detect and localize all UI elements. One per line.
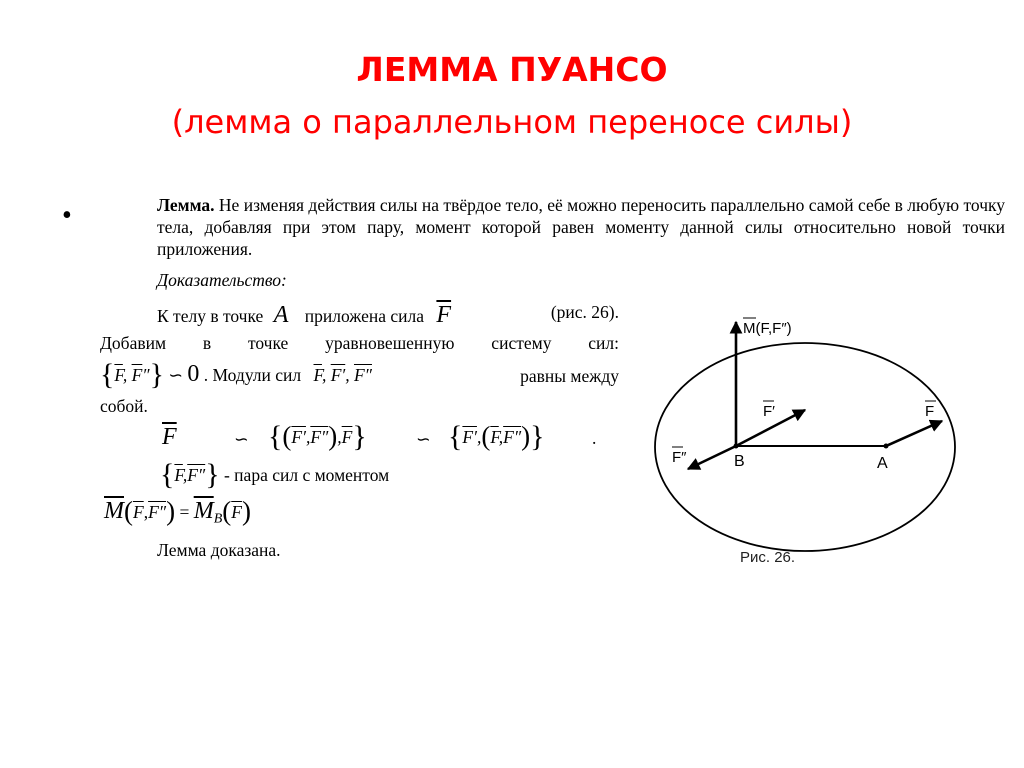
b-label: B bbox=[734, 453, 745, 470]
proof-line-4: собой. bbox=[100, 396, 148, 416]
moment-label: M(F,F″) bbox=[743, 320, 792, 337]
f-double-prime-label: F″ bbox=[672, 449, 687, 466]
forces-list: $\overline{F}$, F′, F″ bbox=[313, 365, 372, 385]
f-prime-label: F′ bbox=[763, 403, 775, 420]
proof-line1-middle: приложена сила bbox=[304, 306, 425, 326]
force-f-symbol: $\overline{F}$ bbox=[436, 302, 452, 328]
force-pair-expression: $\{\overline{F},F''\}$ bbox=[160, 458, 220, 491]
force-pair-text: - пара сил с моментом bbox=[223, 465, 390, 485]
eq-right-expression: $\{F',(\overline{F},F'')\}$ bbox=[448, 420, 545, 453]
proof-line1-start: К телу в точке bbox=[157, 306, 264, 326]
eq-force-f: $\overline{F}$ bbox=[162, 424, 177, 450]
point-a bbox=[884, 444, 889, 449]
lemma-text: Не изменяя действия силы на твёрдое тело, её можно переносить параллельно самой себе в любую точку тела, добавляя при этом пару, момент которой равен моменту данной силы относительно новой точки приложения. bbox=[157, 195, 1006, 259]
proof-conclusion: Лемма доказана. bbox=[157, 540, 281, 560]
proof-line3-end: равны между bbox=[520, 366, 619, 386]
slide-subtitle: (лемма о параллельном переносе силы) bbox=[171, 103, 853, 141]
figure-26 bbox=[640, 300, 970, 580]
eq-equiv-2: ∽ bbox=[416, 429, 431, 449]
equivalence-line bbox=[160, 420, 610, 460]
eq-middle-expression: $\{(F',F''),\overline{F}\}$ bbox=[268, 420, 367, 453]
point-a-symbol: A bbox=[273, 302, 289, 328]
force-f-arrow bbox=[886, 421, 942, 446]
proof-line-1 bbox=[157, 302, 619, 329]
zero-symbol: 0 bbox=[187, 361, 200, 387]
proof-line3-text: . Модули сил bbox=[203, 365, 302, 385]
eq-period: . bbox=[592, 428, 597, 448]
lemma-heading: Лемма. bbox=[157, 195, 215, 215]
figure-reference: (рис. 26). bbox=[550, 302, 619, 322]
force-f-double-prime-arrow bbox=[688, 446, 736, 469]
slide-title: ЛЕММА ПУАНСО bbox=[356, 50, 668, 89]
force-pair-line bbox=[160, 458, 389, 492]
f-label: F bbox=[925, 403, 935, 420]
figure-caption: Рис. 26. bbox=[740, 549, 796, 566]
proof-line-2: Добавим в точке уравновешенную систему сил: bbox=[100, 333, 619, 353]
moment-equation: $\overline{M}(\overline{F},F'') = \overline{M}_B(\overline{F})$ bbox=[104, 496, 251, 527]
bullet-marker: • bbox=[62, 200, 72, 231]
eq-equiv-1: ∽ bbox=[234, 429, 249, 449]
proof-line-3: {$\overline{F}$, $\overline{F}''$} ∽ 0 . Модули сил $\overline{F}$, F′, F″ равны между bbox=[100, 358, 619, 391]
system-forces-expression: {$\overline{F}$, $\overline{F}''$} bbox=[100, 358, 164, 391]
a-label: A bbox=[877, 455, 888, 472]
proof-label: Доказательство: bbox=[157, 270, 287, 290]
point-b bbox=[734, 444, 739, 449]
lemma-statement bbox=[100, 194, 1005, 260]
